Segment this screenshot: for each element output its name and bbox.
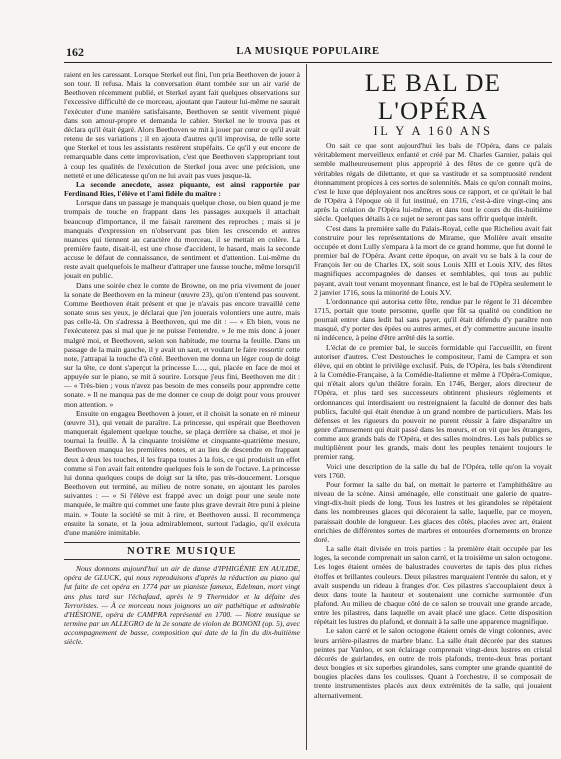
notes-paragraph: Nous donnons aujourd'hui un air de danse d'IPHIGÉNIE EN AULIDE, opéra de GLUCK, qui nous reproduisons d'après la réduction au piano qui fut faite de cet opéra en 1774 par un pianiste fameux, Edelman, mort vingt ans plus tard sur l'échafaud, après le 9 Thermidor et la défaite des Terroristes. — À ce morceau nous joignons un air pathétique et admirable d'HÉSIONE, opéra de CAMPRA représenté en 1700. — Notre musique se termine par un ALLEGRO de la 2e sonate de violon de BONONI (op. 5), avec accompagnement de basse, composition qui date de la fin du dix-huitième siècle. xyxy=(64,564,300,647)
column-divider xyxy=(306,64,307,750)
left-paragraph: Dans une soirée chez le comte de Browne, on me pria vivement de jouer la sonate de Beethoven en la mineur (œuvre 23), qu'on n'entend pas souvent. Comme Beethoven était présent et que je n'avais pas encore travaillé cette sonate sous ses yeux, je déclarai que j'en jouerais volontiers une autre, mais pas celle-là. On s'adressa à Beethoven, qui me dit : — « Eh bien, vous ne l'exécuterez pas si mal que je ne puisse l'entendre. » Je me mis donc à jouer malgré moi, et Beethoven, selon son habitude, me tourna la feuille. Dans un passage de la main gauche, il y avait un saut, et voulant le faire ressortir cette note, j'attrapai la touche d'à côté. Beethoven me donna un léger coup de doigt sur la tête, ce dont s'aperçut la princesse L…, qui, placée en face de moi et appuyée sur le piano, se mit à sourire. Lorsque j'eus fini, Beethoven me dit : — « Très-bien ; vous n'avez pas besoin de mes conseils pour apprendre cette sonate. » Il ne manqua pas de me donner ce coup de doigt pour vous prouver mon attention. » xyxy=(64,280,300,409)
article-subtitle: IL Y A 160 ANS xyxy=(373,124,493,138)
left-column xyxy=(64,70,300,748)
notes-section xyxy=(64,564,300,646)
running-title: LA MUSIQUE POPULAIRE xyxy=(236,46,380,57)
anecdote-lead: La seconde anecdote, assez piquante, est ainsi rapportée par Ferdinand Ries, l'élève et l'ami fidèle du maître : xyxy=(64,179,300,199)
right-paragraph: Voici une description de la salle du bal de l'Opéra, telle qu'on la voyait vers 1760. xyxy=(314,461,552,480)
right-paragraph: L'éclat de ce premier bal, le succès formidable qui l'accueillit, en firent autoriser d'autres. C'est Destouches le compositeur, l'ami de Campra et son élève, qui en obtint le privilège exclusif. Puis, de l'Opéra, les bals s'étendirent à la Comédie-Française, à la Comédie-Italienne et même à l'Opéra-Comique, qui n'était alors qu'un théâtre forain. En 1746, Berger, alors directeur de l'Opéra, et plus tard ses successeurs obtinrent plusieurs règlements et ordonnances qui interdisaient ou restreignaient la faculté de donner des bals publics, faculté qui était étendue à un grand nombre de particuliers. Mais les défenses et les rigueurs du pouvoir ne purent réussir à faire disparaître un genre d'amusement qui était passé dans les mœurs, et on vit que les étrangers, comme aux grands bals de l'Opéra, et des salles moindres. Les bals publics se multiplièrent pour les grands, mais dont les peuples tenaient toujours le premier rang. xyxy=(314,342,552,462)
left-paragraph: Ensuite on engagea Beethoven à jouer, et il choisit la sonate en ré mineur (œuvre 31), qui venait de paraître. La princesse, qui espérait que Beethoven manquerait également quelque touche, se plaça derrière sa chaise, et moi je tournai la feuille. À la cinquante troisième et cinquante-quatrième mesure, Beethoven manqua les premières notes, et au lieu de descendre en frappant deux à deux les touches, il les frappa toutes à la fois, ce qui produisit un effet comme si l'on avait fait entendre quelques fois le son de l'octave. La princesse lui donna quelques coups de doigt sur la tête, pas très-doucement. Lorsque Beethoven eut terminé, au milieu de notre sonate, en ajoutant les paroles suivantes : — « Si l'élève est frappé avec un doigt pour une seule note manquée, le maître qui commet une faute plus grave devrait être puni à pleine main. » Toute la société se mit à rire, et Beethoven aussi. Il recommença ensuite la sonate, et la joua admirablement, surtout l'adagio, qu'il exécuta d'une manière inimitable. xyxy=(64,408,300,537)
notes-section-title: NOTRE MUSIQUE xyxy=(64,542,300,560)
right-paragraph: C'est dans la première salle du Palais-Royal, celle que Richelieu avait fait construire pour les représentations de Mirame, que Molière avait ensuite occupée et dont Lully s'empara à la mort de ce grand homme, que fut donné le premier bal de l'Opéra. Avant cette époque, on avait vu se bals à la cour de François Ier ou de Charles IX, soit sous Louis XIII et Louis XIV, des fêtes magnifiques accompagnées de danses et semblables, qui tous au public payant, avait tout venant moyennant finance, est le bal de l'Opéra seulement le 2 janvier 1716, sous la minorité de Louis XV. xyxy=(314,223,552,297)
right-paragraph: La salle était divisée en trois parties : la première était occupée par les loges, la seconde comprenait un salon carré, et la troisième un salon octogone. Les loges étaient ornées de balustrades couvertes de tapis des plus riches étoffes et brillantes couleurs. Deux pilastres marquaient l'entrée du salon, et y avait suspendu un rideau à franges d'or. Ces pilastres s'accouplaient deux à deux dans toute la hauteur et soutenaient une corniche surmontée d'un plafond. Au milieu de chaque côté de ce salon se trouvait une grande arcade, entre les pilastres, dans laquelle on avait placé une glace. Cette disposition répétait les lustres du plafond, et donnait à la salle une apparence magnifique. xyxy=(314,544,552,627)
page-header xyxy=(64,44,552,63)
page-number: 162 xyxy=(66,45,84,59)
right-paragraph: Pour former la salle du bal, on mettait le parterre et l'amphithéâtre au niveau de la scène. Ainsi aménagée, elle constituait une galerie de quatre-vingt-dix-huit pieds de long. Tous les lustres et les girandoles se répétaient dans les nombreuses glaces qui décoraient la salle, laquelle, par ce moyen, paraissait double de longueur. Les glaces des côtés, placées avec art, étaient enrichies de différentes sortes de marbres et entourées d'ornements en bronze doré. xyxy=(314,479,552,544)
right-paragraph: On sait ce que sont aujourd'hui les bals de l'Opéra, dans ce palais véritablement merveilleux enfanté et créé par M. Charles Garnier, palais qui semble malheureusement plus approprié à des fêtes de ce genre qu'à de véritables régals de dilettante, et que sa vastitude et sa somptuosité rendent étonnamment propices à ces sortes de solennités. Mais ce qu'on connaît moins, c'est le luxe que déployaient nos ancêtres sous ce rapport, et ce qu'était le bal de l'Opéra à l'époque où il fut institué, en 1716, c'est-à-dire vingt-cinq ans après la création de l'Opéra lui-même, et dans tout le cours du dix-huitième siècle. Quelques détails à ce sujet ne seront pas sans offrir quelque intérêt. xyxy=(314,141,552,224)
left-paragraph: Lorsque dans un passage je manquais quelque chose, ou bien quand je me trompais de touche en frappant dans les passages auxquels il attachait beaucoup d'importance, il me faisait rarement des reproches ; mais si je manquais d'expression en n'observant pas bien les crescendo et autres nuances qui tiennent au caractère du morceau, il se mettait en colère. La première faute, disait-il, est une chose d'accident, le hasard, mais la seconde accuse le défaut de connaissance, de sentiment et d'attention. Lui-même du reste avait quelquefois le malheur d'attraper une fausse touche, même lorsqu'il jouait en public. xyxy=(64,198,300,281)
right-column xyxy=(314,70,552,748)
article-title: LE BAL DE L'OPÉRA xyxy=(364,70,502,125)
left-paragraph: raient en les caressant. Lorsque Sterkel eut fini, l'on pria Beethoven de jouer à son tour. Il refusa. Mais la conversation étant tombée sur un air varié de Beethoven récemment publié, et Sterkel ayant fait quelques observations sur l'excessive difficulté de ce morceau, ajoutant que l'auteur lui-même ne saurait l'exécuter d'une manière satisfaisante, Beethoven se sentit vivement piqué dans son amour-propre et demanda le cahier. Sterkel ne le trouva pas et déclara qu'il était égaré. Alors Beethoven se mit à jouer par cœur ce qu'il avait retenu de ses variations ; il en ajouta d'autres qu'il improvisa, de telle sorte que Sterkel et tous les assistants restèrent stupéfaits. Ce qu'il y eut encore de remarquable dans cette improvisation, c'est que Beethoven s'appropriant tout à coup les qualités de l'exécution de Sterkel joua avec une précision, une netteté et une délicatesse qu'on ne lui avait pas vues jusque-là. xyxy=(64,70,300,180)
right-paragraph: Le salon carré et le salon octogone étaient ornés de vingt colonnes, avec leurs arrière-pilastres de marbre blanc. La salle était décorée par des statues peintes par Vanloo, et son éclairage comprenait vingt-deux lustres en cristal décorés de guirlandes, en outre de trois plafonds, trente-deux bras portant deux bougies et six superbes girandoles, sans compter une grande quantité de bougies placées dans les coulisses. Quant à l'orchestre, il se composait de trente instrumentistes placés aux deux extrémités de la salle, qui jouaient alternativement. xyxy=(314,626,552,700)
right-paragraph: L'ordonnance qui autorisa cette fête, rendue par le régent le 31 décembre 1715, portait que toute personne, quelle que fût sa qualité ou condition ne pourrait entrer dans ledit bal sans payer, qu'il était défendu d'y paraître non masqué, d'y porter des épées ou autres armes, et d'y commettre aucune insulte ni indécence, à peine d'être arrêté dès la sortie. xyxy=(314,296,552,343)
